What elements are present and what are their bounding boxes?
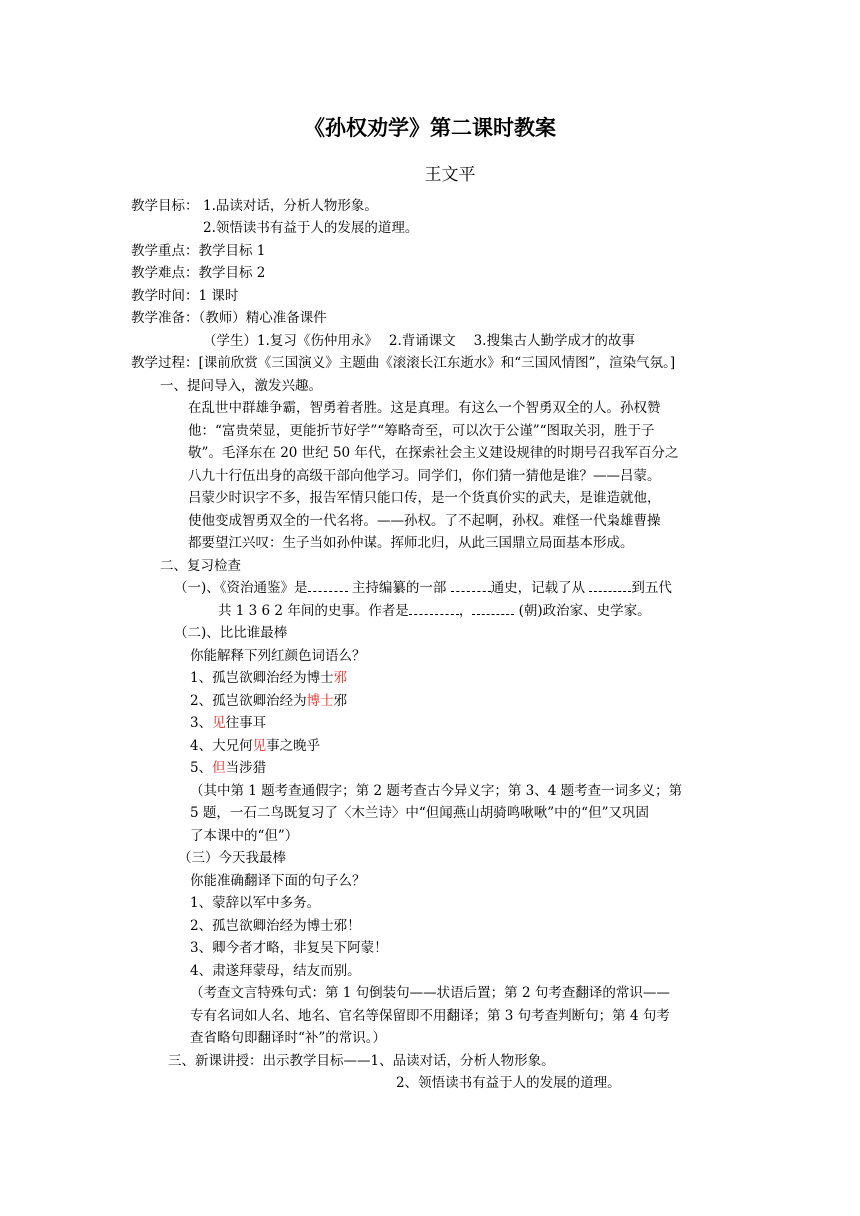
section-1-line: 使他变成智勇双全的一代名将。——孙权。了不起啊，孙权。难怪一代枭雄曹操 [188, 513, 661, 529]
blank [589, 579, 631, 592]
section-2c-note: 查省略句即翻译时“补”的常识。） [190, 1030, 387, 1046]
fill-text: 共 1 3 6 2 年间的史事。作者是 [218, 603, 409, 619]
sentence-item: 2、孤岂欲卿治经为博士邪！ [190, 918, 361, 934]
fill-text: (朝)政治家、史学家。 [514, 603, 651, 619]
section-2b-prompt: 你能解释下列红颜色词语么？ [190, 648, 366, 664]
goal-2: 2.领悟读书有益于人的发展的道理。 [203, 220, 419, 236]
difficulty: 教学难点：教学目标 2 [131, 265, 266, 281]
word-item [190, 713, 266, 733]
word-item [190, 668, 347, 688]
highlight-word: 但 [212, 760, 226, 776]
prep-student: （学生）1.复习《伤仲用永》 2.背诵课文 3.搜集古人勤学成才的故事 [203, 333, 635, 349]
section-3-goal-2: 2、领悟读书有益于人的发展的道理。 [396, 1075, 621, 1091]
fill-text: 通史，记载了从 [490, 580, 590, 596]
highlight-word: 见 [252, 738, 267, 754]
highlight-word: 邪 [333, 670, 348, 686]
fill-text: 到五代 [631, 580, 672, 596]
section-1-line: 吕蒙少时识字不多，报告军情只能口传，是一个货真价实的武夫，是谁造就他， [188, 490, 661, 506]
blank [451, 579, 491, 592]
lesson-time: 教学时间：1 课时 [131, 288, 239, 304]
highlight-word: 见 [212, 715, 226, 731]
section-2b-note: （其中第 1 题考查通假字；第 2 题考查古今异义字；第 3、4 题考查一词多义；第 [190, 783, 683, 799]
word-item [190, 736, 320, 756]
section-1-heading: 一、提问导入，激发兴趣。 [160, 378, 322, 394]
word-item [190, 758, 266, 778]
item-text: 往事耳 [225, 715, 267, 731]
highlight-word: 博士 [306, 693, 334, 709]
document-title: 《孙权劝学》第二课时教案 [304, 115, 556, 140]
item-text: 1、孤岂欲卿治经为博士 [190, 670, 334, 686]
goals-label: 教学目标： [131, 198, 199, 214]
blank [472, 602, 514, 615]
section-2c-note: （考查文言特殊句式：第 1 句倒装句——状语后置；第 2 句考查翻译的常识—— [190, 985, 670, 1001]
item-text: 3、 [190, 715, 213, 731]
author-name: 王文平 [424, 165, 476, 185]
key-point: 教学重点：教学目标 1 [131, 243, 266, 259]
sentence-item: 3、卿今者才略，非复吴下阿蒙！ [190, 940, 388, 956]
section-1-line: 在乱世中群雄争霸，智勇着者胜。这是真理。有这么一个智勇双全的人。孙权赞 [188, 400, 661, 416]
section-2c-prompt: 你能准确翻译下面的句子么？ [190, 873, 366, 889]
fill-text: 主持编纂的一部 [347, 580, 451, 596]
section-1-line: 八九十行伍出身的高级干部向他学习。同学们，你们猜一猜他是谁？——吕蒙。 [188, 468, 661, 484]
section-1-line: 敬”。毛泽东在 20 世纪 50 年代，在探索社会主义建设规律的时期号召我军百分之 [188, 445, 679, 461]
fill-blank-line-2 [218, 601, 651, 621]
item-text: 2、孤岂欲卿治经为 [190, 693, 307, 709]
item-text: 5、 [190, 760, 213, 776]
sentence-item: 1、蒙辞以军中多务。 [190, 895, 321, 911]
fill-text: ， [458, 603, 473, 619]
section-2c-note: 专有名词如人名、地名、官名等保留即不用翻译；第 3 句考查判断句；第 4 句考 [190, 1008, 670, 1024]
item-text: 邪 [333, 693, 348, 709]
section-2b-heading: （二)、比比谁最棒 [174, 625, 288, 641]
item-text: 事之晚乎 [266, 738, 321, 754]
fill-blank-line-1 [174, 578, 672, 598]
item-text: 4、大兄何 [190, 738, 253, 754]
item-text: 当涉猎 [225, 760, 267, 776]
blank [409, 602, 459, 615]
fill-text: （一)、《资治通鉴》是 [174, 580, 308, 596]
section-3-heading: 三、新课讲授：出示教学目标——1、品读对话，分析人物形象。 [168, 1053, 555, 1069]
teaching-process: 教学过程：[课前欣赏《三国演义》主题曲《滚滚长江东逝水》和“三国风情图”，渲染气氛。] [131, 355, 676, 371]
section-2b-note: 了本课中的“但”） [190, 828, 299, 844]
section-2b-note: 5 题，一石二鸟既复习了〈木兰诗〉中“但闻燕山胡骑鸣啾啾”中的“但”又巩固 [190, 805, 649, 821]
blank [308, 579, 348, 592]
section-1-line: 都要望江兴叹：生子当如孙仲谋。挥师北归，从此三国鼎立局面基本形成。 [188, 535, 634, 551]
section-2c-heading: （三）今天我最棒 [178, 850, 286, 866]
section-2-heading: 二、复习检查 [160, 558, 241, 574]
goal-1: 1.品读对话，分析人物形象。 [203, 198, 378, 214]
sentence-item: 4、肃遂拜蒙母，结友而别。 [190, 963, 361, 979]
section-1-line: 他：“富贵荣显，更能折节好学”“筹略奇至，可以次于公谨”“图取关羽，胜于子 [188, 423, 655, 439]
word-item [190, 691, 347, 711]
prep-teacher: 教学准备：（教师）精心准备课件 [131, 310, 327, 326]
